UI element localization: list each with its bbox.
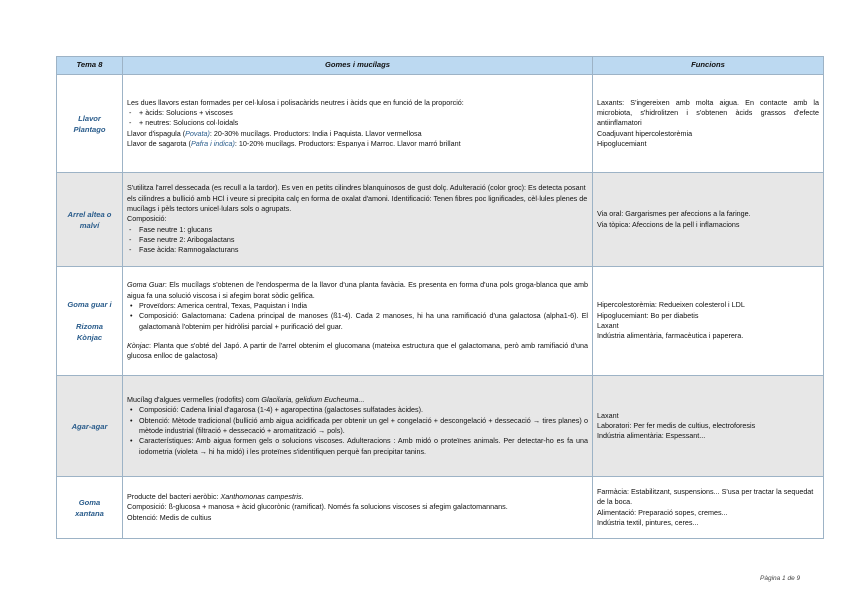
- row-name: [57, 376, 123, 477]
- row-name-line: xantana: [75, 508, 104, 518]
- row-functions: [593, 267, 824, 376]
- row-name-line: malví: [79, 220, 100, 230]
- function-item: Coadjuvant hipercolestorèmia: [597, 128, 693, 138]
- pharmacognosy-table: [56, 56, 824, 539]
- function-item: Laxants: S'ingereixen amb molta aigua. En contacte amb la microbiota, s'hidrolitzen i s'obtenen àcids grassos d'efecte antiinflamatori: [597, 97, 819, 128]
- function-item: Indústria alimentària, farmacèutica i paperera.: [597, 331, 744, 341]
- list-item: - Fase neutre 2: Aribogalactans: [127, 235, 588, 245]
- list-item: • Característiques: Amb aigua formen gels o solucions viscoses. Adulteracions : Amb midó o proteïnes animals. Per detectar-ho es fa una iodometria (violeta → hi ha midó) i les proteïnes s'identifiquen perquè fan precipitar tanins.: [127, 436, 588, 457]
- row-functions: [593, 173, 824, 267]
- function-item: Laxant: [597, 410, 619, 420]
- list-item: • Composició: Cadena linial d'agarosa (1-4) + agaropectina (galactoses sulfatades àcides).: [127, 405, 588, 415]
- row-functions: [593, 477, 824, 539]
- desc-paragraph: Kònjac: Planta que s'obté del Japó. A partir de l'arrel obtenim el glucomana (mateixa estructura que el galactomana, però amb ramifiació d'una glucosa enlloc de galactosa): [127, 340, 588, 361]
- function-item: Via tòpica: Afeccions de la pell i inflamacions: [597, 219, 740, 229]
- function-item: Hipoglucemiant: Bo per diabetis: [597, 310, 699, 320]
- desc-paragraph: Goma Guar: Els mucílags s'obtenen de l'endosperma de la llavor d'una planta favàcia. Es presenta en forma d'una pols groga-blanca que amb aigua fa una solució viscosa i si afegim borat sòdic gelifica.: [127, 280, 588, 300]
- header-row: [57, 57, 824, 75]
- row-description: [123, 267, 593, 376]
- table-row: [57, 376, 824, 477]
- row-name: [57, 173, 123, 267]
- row-name-line: Goma: [78, 497, 101, 507]
- row-name-line: Kònjac: [76, 333, 103, 342]
- desc-line: Llavor d'ispagula (Povata): 20-30% mucílags. Productors: India i Paquista. Llavor vermellosa: [127, 128, 422, 138]
- desc-paragraph: S'utilitza l'arrel dessecada (es recull a la tardor). Es ven en petits cilindres blanquinosos de gust dolç. Adulteració (color groc): Es detecta posant els cilindres a bullició amb HCl i veure si precipita calç en forma de oxalat d'amoni. Identificació: Tenen fibres poc lignificades, cèl·lules plenes de mucílags i pèls tectors unicel·lulars sols o agrupats.: [127, 183, 588, 214]
- row-name: [57, 75, 123, 173]
- function-item: Alimentació: Preparació sopes, cremes...: [597, 507, 728, 517]
- table-row: [57, 173, 824, 267]
- list-item: - Fase àcida: Ramnogalacturans: [127, 245, 588, 255]
- function-item: Laboratori: Per fer medis de cultius, electroforesis: [597, 420, 756, 430]
- row-name-line: Plantago: [73, 124, 106, 134]
- desc-line: Producte del bacteri aeròbic: Xanthomonas campestris.: [127, 492, 304, 502]
- row-name-line: Goma guar i: [67, 300, 112, 309]
- row-name: [57, 477, 123, 539]
- function-item: Hipoglucemiant: [597, 138, 647, 148]
- page-number: Pàgina 1 de 9: [760, 575, 801, 582]
- function-item: Laxant: [597, 321, 619, 330]
- list-item: - + neutres: Solucions col·loidals: [127, 118, 588, 128]
- desc-line: Obtenció: Medis de cultius: [127, 512, 212, 522]
- table-row: [57, 477, 824, 539]
- function-item: Hipercolestorèmia: Redueixen colesterol i LDL: [597, 300, 745, 310]
- row-description: [123, 75, 593, 173]
- desc-line: Llavor de sagarota (Pafra i indica): 10-20% mucílags. Productors: Espanya i Marroc. Llavor marró brillant: [127, 138, 461, 148]
- row-name-line: Arrel altea o: [67, 209, 112, 219]
- desc-line: Composició: ß-glucosa + manosa + àcid glucorònic (ramificat). Només fa solucions viscoses si afegim galactomannans.: [127, 502, 508, 512]
- row-description: [123, 477, 593, 539]
- row-functions: [593, 376, 824, 477]
- table-row: [57, 267, 824, 376]
- function-item: Farmàcia: Estabilitzant, suspensions... S'usa per tractar la sequedat de la boca.: [597, 486, 814, 507]
- list-item: - + àcids: Solucions + viscoses: [127, 108, 588, 118]
- row-name: [57, 267, 123, 376]
- table-row: [57, 75, 824, 173]
- function-item: Indústria textil, pintures, ceres...: [597, 517, 699, 527]
- header-gomes: Gomes i mucílags: [123, 57, 593, 75]
- row-name-line: Rizoma: [75, 322, 103, 331]
- header-funcions: Funcions: [593, 57, 824, 75]
- list-item: • Composició: Galactomana: Cadena principal de manoses (ß1-4). Cada 2 manoses, hi ha una ramificació d'una galactosa (alpha1-6). El galactomanà l'obtenim per hidròlisi parcial + purificació del guar.: [127, 311, 588, 332]
- list-item: • Proveïdors: America central, Texas, Paquistan i India: [127, 301, 588, 311]
- function-item: Via oral: Gargarismes per afeccions a la faringe.: [597, 209, 751, 219]
- header-tema: Tema 8: [57, 57, 123, 75]
- row-description: [123, 376, 593, 477]
- desc-intro: Les dues llavors estan formades per cel·lulosa i polisacàrids neutres i àcids que en funció de la proporció:: [127, 97, 464, 107]
- desc-intro: Mucílag d'algues vermelles (rodofits) com Glacilaria, gelidium Eucheuma...: [127, 395, 365, 405]
- row-name-line: Agar-agar: [71, 421, 108, 431]
- row-description: [123, 173, 593, 267]
- desc-composition-label: Composició:: [127, 214, 167, 224]
- row-functions: [593, 75, 824, 173]
- list-item: - Fase neutre 1: glucans: [127, 225, 588, 235]
- function-item: Indústria alimentària: Espessant...: [597, 431, 706, 441]
- row-name-line: Llavor: [78, 113, 101, 123]
- list-item: • Obtenció: Mètode tradicional (bullició amb aigua acidificada per obtenir un gel + congelació + descongelació + dessecació → tires planes) o mètode industrial (filtració + dessecació + aromatització → pols).: [127, 416, 588, 437]
